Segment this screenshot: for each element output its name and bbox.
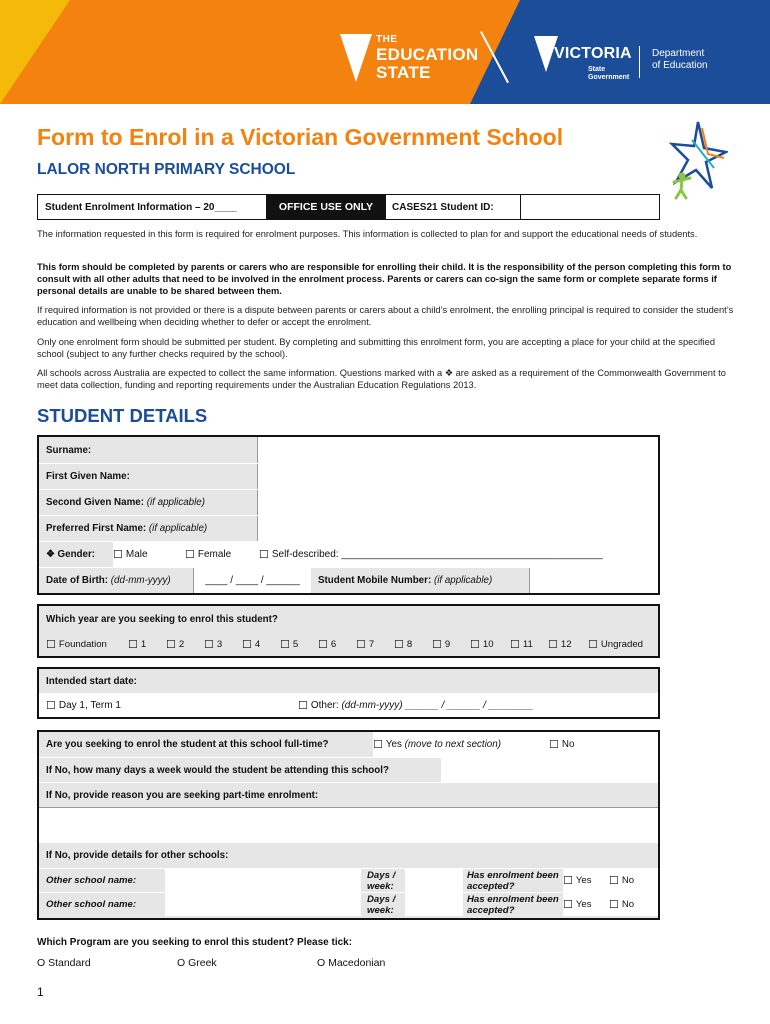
second-name-field[interactable] — [257, 490, 658, 515]
checkbox-icon: ☐ — [128, 638, 138, 651]
student-details-box — [37, 435, 660, 595]
year-option-label: 9 — [444, 638, 451, 650]
intro-paragraph-1: The information requested in this form is required for enrolment purposes. This information is collected to plan for and support the educational needs of students. — [37, 229, 698, 239]
year-option[interactable] — [128, 638, 166, 651]
year-option-label: 1 — [140, 638, 147, 650]
program-option[interactable]: O Macedonian — [317, 957, 386, 969]
days-field[interactable] — [441, 758, 658, 782]
days-week-label: Days / week: — [367, 869, 396, 892]
days-row — [39, 757, 658, 782]
accepted-no-option[interactable] — [609, 869, 658, 892]
checkbox-icon: ☐ — [549, 739, 559, 751]
accepted-yes-text: Yes — [575, 899, 592, 910]
office-use-only-label: OFFICE USE ONLY — [266, 195, 386, 219]
checkbox-icon: ☐ — [609, 899, 619, 911]
year-option[interactable] — [470, 638, 510, 651]
gender-row — [39, 541, 658, 567]
checkbox-icon: ☐ — [470, 638, 480, 651]
checkbox-icon: ☐ — [432, 638, 442, 651]
year-option[interactable] — [394, 638, 432, 651]
first-name-field[interactable] — [257, 464, 658, 489]
logo-divider — [639, 46, 640, 78]
year-option[interactable] — [242, 638, 280, 651]
checkbox-icon: ☐ — [204, 638, 214, 651]
education-state-v-icon — [340, 34, 372, 82]
year-option[interactable] — [588, 638, 658, 651]
other-school-name-field[interactable] — [165, 869, 361, 892]
logo-text-state: STATE — [376, 63, 431, 82]
year-option[interactable] — [548, 638, 588, 651]
start-other-text: Other: — [310, 699, 339, 711]
year-option-label: 2 — [178, 638, 185, 650]
department-line1: Department — [652, 48, 705, 59]
start-day1-option[interactable] — [46, 699, 298, 712]
accepted-no-text: No — [621, 899, 635, 910]
gender-male-text: Male — [125, 549, 148, 560]
checkbox-icon: ☐ — [298, 699, 308, 712]
year-option[interactable] — [204, 638, 242, 651]
year-option[interactable] — [46, 638, 128, 651]
accepted-yes-option[interactable] — [563, 869, 609, 892]
preferred-name-row — [39, 515, 658, 541]
checkbox-icon: ☐ — [46, 638, 56, 651]
fulltime-no-option[interactable] — [549, 732, 658, 757]
office-info-bar — [37, 194, 660, 220]
reason-question: If No, provide reason you are seeking part-time enrolment: — [39, 782, 658, 807]
second-name-text: Second Given Name: — [46, 497, 144, 508]
start-day1-text: Day 1, Term 1 — [58, 699, 121, 711]
mobile-field[interactable] — [529, 568, 658, 593]
other-schools-rows — [39, 868, 658, 916]
second-name-note: (if applicable) — [146, 497, 205, 508]
checkbox-icon: ☐ — [166, 638, 176, 651]
victoria-text: VICTORIA — [554, 45, 632, 62]
checkbox-icon: ☐ — [609, 875, 619, 887]
preferred-name-text: Preferred First Name: — [46, 523, 147, 534]
accepted-yes-option[interactable] — [563, 893, 609, 916]
education-state-logo — [340, 30, 500, 90]
department-label — [652, 48, 742, 72]
fulltime-yes-note: (move to next section) — [404, 739, 501, 750]
year-level-question: Which year are you seeking to enrol this student? — [46, 613, 278, 625]
intro-paragraph-4: Only one enrolment form should be submitted per student. By completing and submitting this enrolment form, you are accepting a place for your child at the specified school (subject to any further checks required by the school). — [37, 337, 716, 359]
accepted-yes-text: Yes — [575, 875, 592, 886]
start-other-option[interactable] — [298, 699, 533, 712]
accepted-label: Has enrolment been accepted? — [467, 893, 559, 916]
checkbox-icon: ☐ — [318, 638, 328, 651]
checkbox-icon: ☐ — [510, 638, 520, 651]
checkbox-icon: ☐ — [394, 638, 404, 651]
fulltime-question: Are you seeking to enrol the student at this school full-time? — [46, 739, 329, 750]
mobile-note: (if applicable) — [433, 575, 493, 586]
year-level-options — [39, 632, 658, 656]
intro-paragraph-3: If required information is not provided or there is a dispute between parents or carers about a child’s enrolment, the enrolling principal is required to consider the student’s education and wellbeing when deciding whether to defer or accept the enrolment. — [37, 305, 734, 327]
checkbox-icon: ☐ — [563, 875, 573, 887]
gender-self-described-text: Self-described: _______________________________________________ — [271, 549, 603, 560]
program-option[interactable]: O Standard — [37, 957, 91, 969]
fulltime-no-text: No — [561, 739, 575, 750]
year-option-label: 6 — [330, 638, 337, 650]
year-option[interactable] — [432, 638, 470, 651]
days-week-field[interactable] — [405, 893, 463, 916]
year-option-label: 4 — [254, 638, 261, 650]
cases21-id-label: CASES21 Student ID: — [386, 195, 521, 219]
checkbox-icon: ☐ — [548, 638, 558, 651]
program-question: Which Program are you seeking to enrol this student? Please tick: — [37, 937, 353, 948]
start-date-question: Intended start date: — [46, 675, 137, 687]
checkbox-icon: ☐ — [242, 638, 252, 651]
first-name-label: First Given Name: — [39, 464, 257, 489]
dob-format: (dd-mm-yyyy) — [110, 575, 171, 586]
other-school-row — [39, 892, 658, 916]
checkbox-icon: ☐ — [356, 638, 366, 651]
school-name: LALOR NORTH PRIMARY SCHOOL — [37, 161, 296, 178]
surname-row — [39, 437, 658, 463]
gender-label: ❖ Gender: — [39, 542, 113, 567]
year-option[interactable] — [510, 638, 548, 651]
checkbox-icon: ☐ — [185, 549, 195, 561]
year-option-label: Foundation — [58, 638, 107, 650]
other-school-row — [39, 868, 658, 892]
fulltime-row — [39, 732, 658, 757]
accepted-no-text: No — [621, 875, 635, 886]
year-option-label: 7 — [368, 638, 375, 650]
year-option-label: 3 — [216, 638, 223, 650]
preferred-name-field[interactable] — [257, 516, 658, 541]
fulltime-yes-text: Yes — [385, 739, 402, 750]
dob-field[interactable]: ____ / ____ / ______ — [193, 568, 311, 593]
fulltime-yes-option[interactable] — [373, 732, 549, 757]
banner-yellow-shape — [0, 0, 70, 104]
cases21-id-field[interactable] — [521, 195, 659, 219]
days-week-field[interactable] — [405, 869, 463, 892]
department-line2: of Education — [652, 60, 708, 71]
year-option-label: 11 — [522, 638, 533, 650]
gender-self-described-option[interactable] — [259, 548, 603, 561]
checkbox-icon: ☐ — [280, 638, 290, 651]
year-option[interactable] — [166, 638, 204, 651]
gender-female-text: Female — [197, 549, 232, 560]
preferred-name-label — [39, 516, 257, 541]
gender-female-option[interactable] — [185, 548, 259, 561]
year-level-box — [37, 604, 660, 658]
start-date-box — [37, 667, 660, 719]
mobile-text: Student Mobile Number: — [318, 575, 432, 586]
first-name-row — [39, 463, 658, 489]
gender-male-option[interactable] — [113, 548, 185, 561]
checkbox-icon: ☐ — [588, 638, 598, 651]
accepted-no-option[interactable] — [609, 893, 658, 916]
dob-text: Date of Birth: — [46, 575, 109, 586]
checkbox-icon: ☐ — [373, 739, 383, 751]
checkbox-icon: ☐ — [563, 899, 573, 911]
star-figure-logo-icon — [668, 118, 728, 204]
surname-field[interactable] — [257, 437, 658, 463]
other-school-name-label: Other school name: — [46, 899, 137, 910]
page-number: 1 — [37, 985, 44, 999]
other-schools-question: If No, provide details for other schools: — [46, 850, 229, 861]
section-heading-student-details: STUDENT DETAILS — [37, 405, 208, 426]
dob-row — [39, 567, 658, 593]
year-option[interactable] — [280, 638, 318, 651]
program-options — [37, 957, 457, 969]
accepted-label: Has enrolment been accepted? — [467, 869, 559, 892]
gender-options — [113, 542, 658, 567]
intro-paragraph-5: All schools across Australia are expected to collect the same information. Questions marked with a ❖ are asked as a requirement of the Commonwealth Government to meet data collection, funding and reporting requirements under the Australian Education Regulations 2013. — [37, 368, 726, 390]
logo-text-the: THE — [376, 34, 398, 45]
reason-field[interactable] — [39, 807, 658, 843]
checkbox-icon: ☐ — [46, 699, 56, 712]
second-name-label — [39, 490, 257, 515]
year-option-label: 5 — [292, 638, 299, 650]
program-option[interactable]: O Greek — [177, 957, 217, 969]
year-option[interactable] — [356, 638, 394, 651]
enrolment-year-label: Student Enrolment Information – 20____ — [45, 201, 237, 213]
dob-label — [39, 568, 193, 593]
intro-paragraph-2: This form should be completed by parents or carers who are responsible for enrolling their child. It is the responsibility of the person completing this form to consult with all other adults that need to be involved in the enrolment process. Parents or carers can co-sign the same form or complete separate forms if personal details are unable to be shared between them. — [37, 262, 732, 296]
checkbox-icon: ☐ — [259, 549, 269, 561]
second-name-row — [39, 489, 658, 515]
state-government-text: State Government — [588, 66, 630, 81]
year-option-label: 8 — [406, 638, 413, 650]
year-option-label: 10 — [482, 638, 494, 650]
logo-text-education: EDUCATION — [376, 45, 479, 64]
victoria-logo — [534, 36, 644, 90]
other-school-name-field[interactable] — [165, 893, 361, 916]
surname-label: Surname: — [39, 437, 257, 463]
mobile-label — [311, 568, 529, 593]
days-week-label: Days / week: — [367, 893, 396, 916]
year-option[interactable] — [318, 638, 356, 651]
start-other-format: (dd-mm-yyyy) ______ / ______ / ________ — [341, 699, 534, 711]
form-title: Form to Enrol in a Victorian Government School — [37, 124, 564, 150]
checkbox-icon: ☐ — [113, 549, 123, 561]
year-option-label: Ungraded — [600, 638, 644, 650]
fulltime-box — [37, 730, 660, 920]
other-school-name-label: Other school name: — [46, 875, 137, 886]
preferred-name-note: (if applicable) — [148, 523, 208, 534]
start-date-options — [39, 693, 658, 717]
days-question: If No, how many days a week would the student be attending this school? — [46, 764, 389, 776]
year-option-label: 12 — [560, 638, 572, 650]
